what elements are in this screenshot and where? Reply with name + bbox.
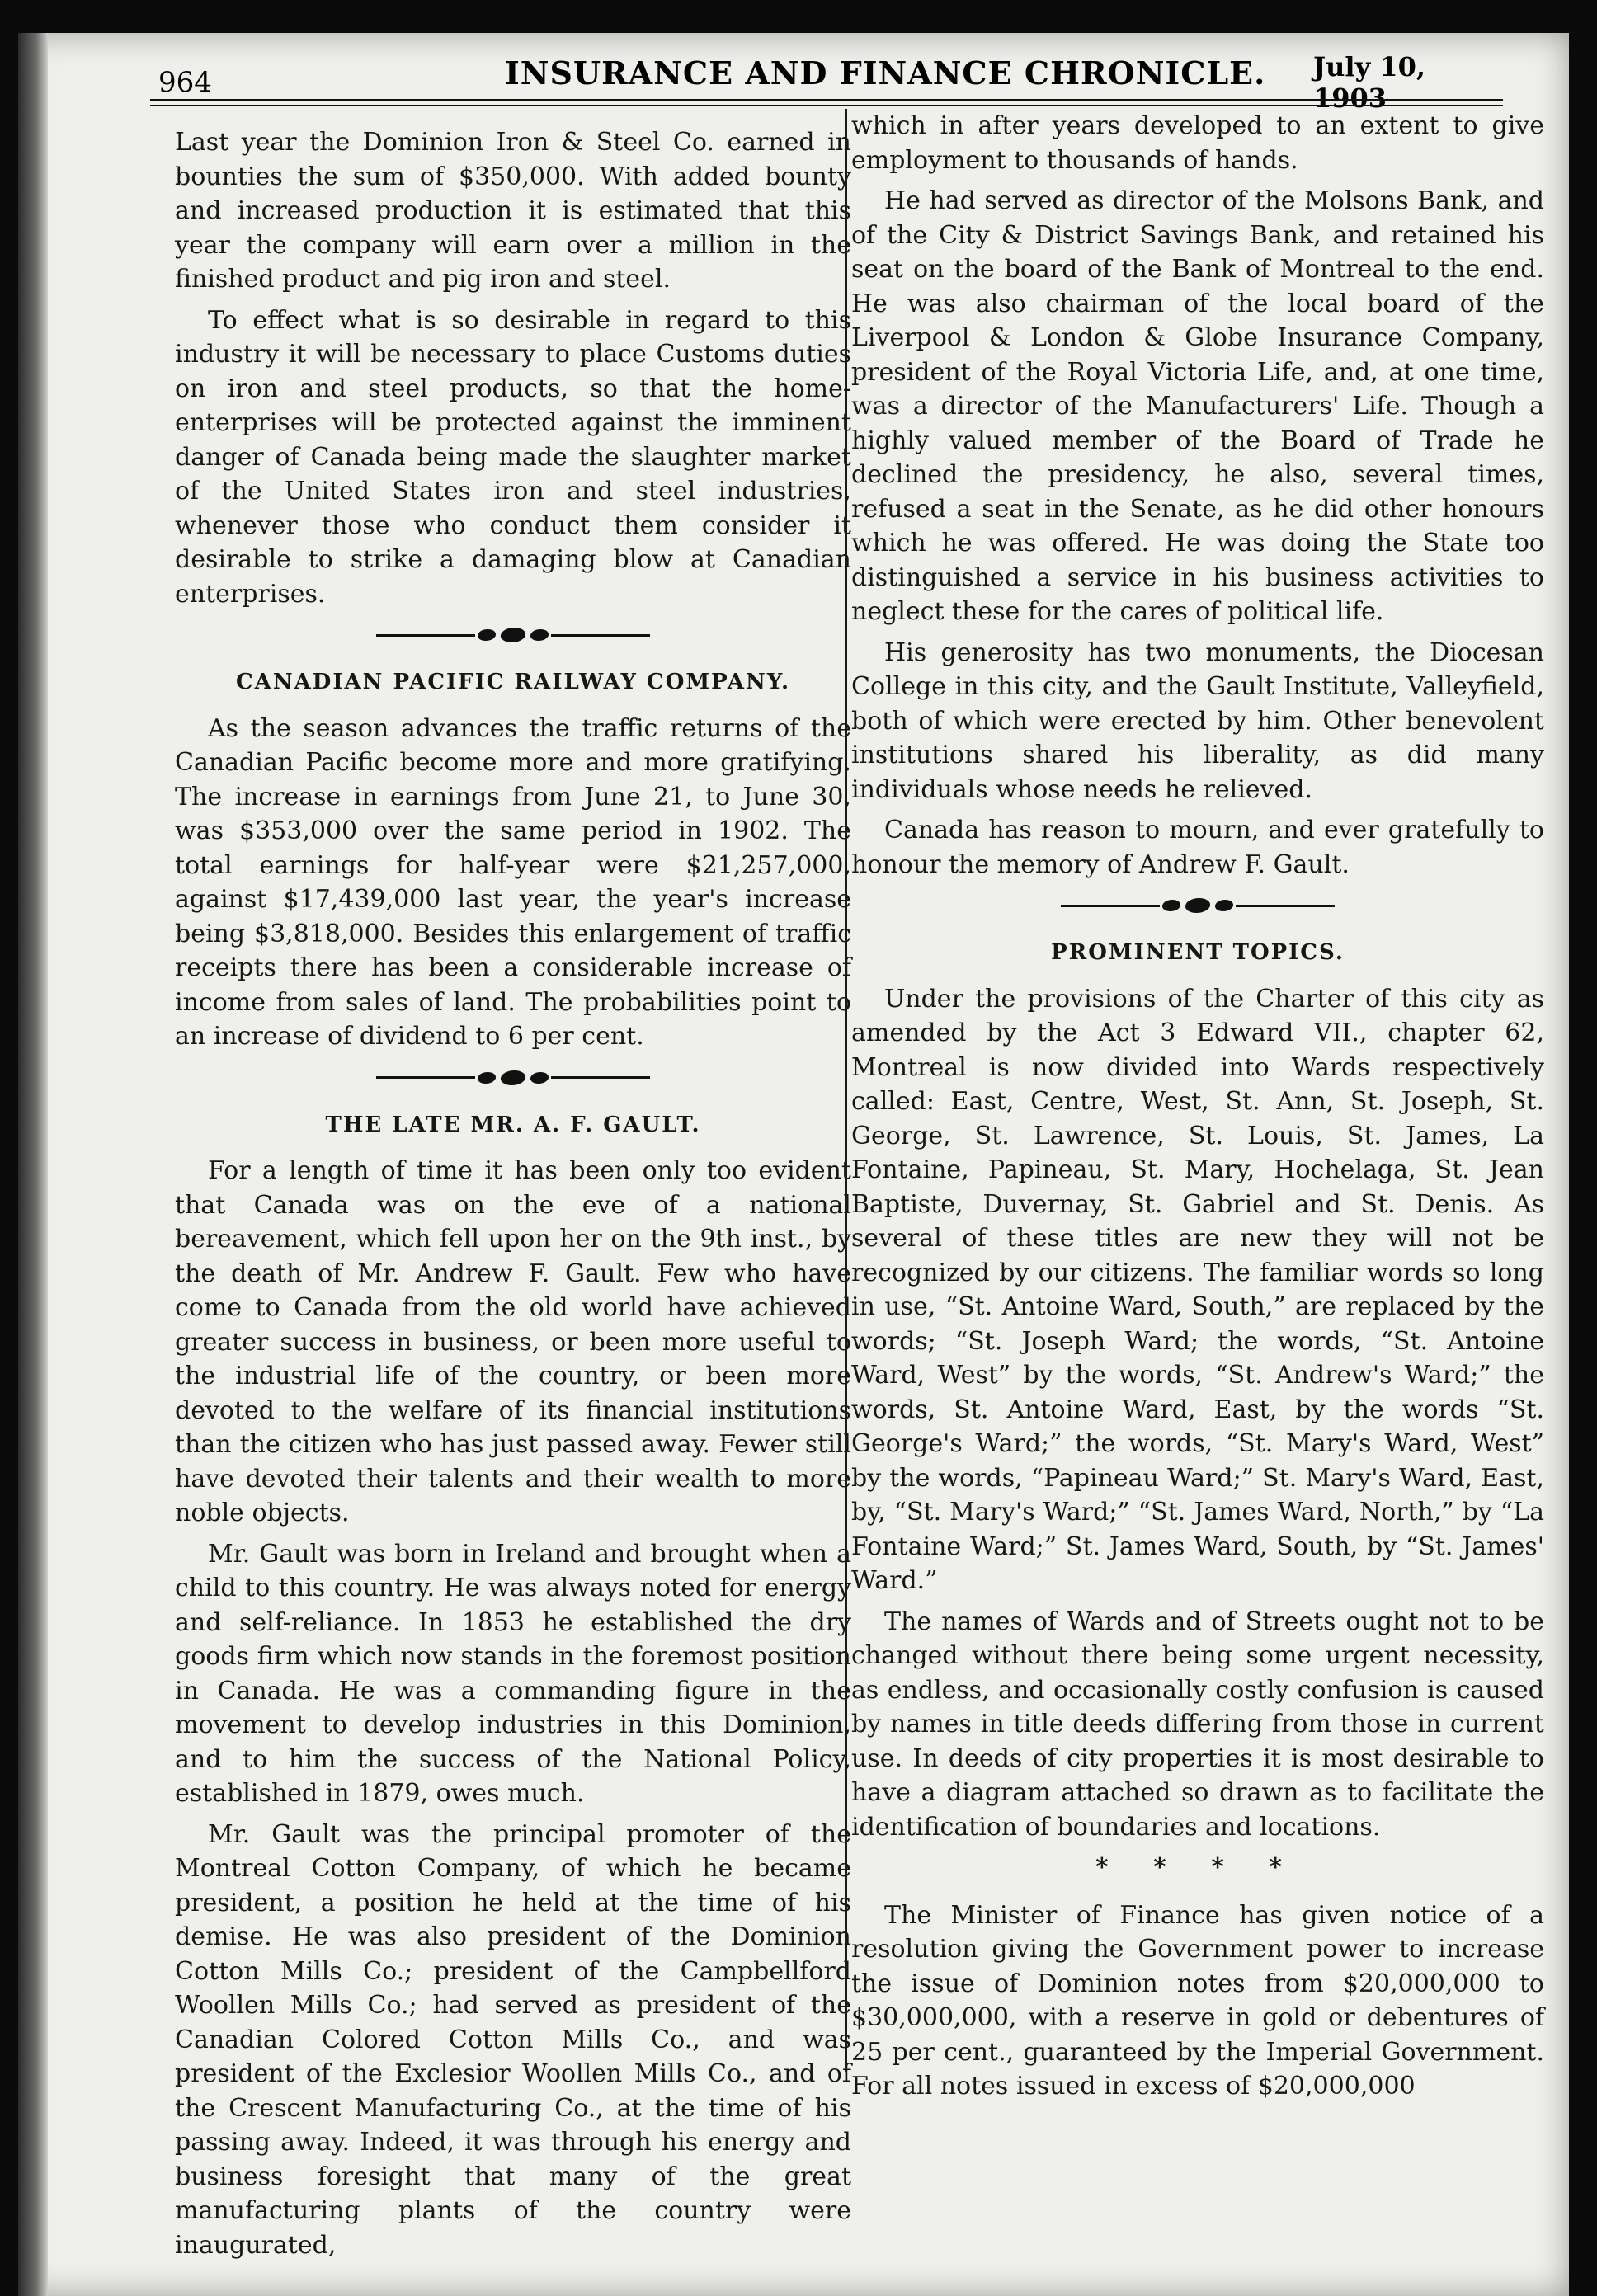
section-title-cpr: CANADIAN PACIFIC RAILWAY COMPANY. — [235, 670, 791, 694]
paragraph: The Minister of Finance has given notice of a resolution giving the Government power to increase the issue of Dominion notes from $20,000,000 to $30,000,000, with a reserve in gold or debentures of 25 per cent., guaranteed by the Imperial Government. For all notes issued in excess of $20,000,000 — [851, 1900, 1544, 2101]
paragraph: which in after years developed to an extent to give employment to thousands of hands. — [851, 111, 1544, 175]
page-number: 964 — [158, 66, 212, 99]
paragraph: For a length of time it has been only too evident that Canada was on the eve of a national bereavement, which fell upon her on the 9th inst., by the death of Mr. Andrew F. Gault. Few who have come to Canada from the old world have achieved greater success in business, or been more useful to the industrial life of the country, or been more devoted to the welfare of its financial institutions than the citizen who has just passed away. Fewer still have devoted their talents and their wealth to more noble objects. — [175, 1156, 851, 1527]
paragraph: He had served as director of the Molsons Bank, and of the City & District Savings Bank, and retained his seat on the board of the Bank of Montreal to the end. He was also chairman of the local board of the Liverpool & London & Globe Insurance Company, president of the Royal Victoria Life, and, at one time, was a director of the Manufacturers' Life. Though a highly valued member of the Board of Trade he declined the presidency, he also, several times, refused a seat in the Senate, as he did other honours which he was offered. He was doing the State too distinguished a service in his business activities to neglect these for the cares of political life. — [851, 186, 1544, 626]
paragraph: The names of Wards and of Streets ought not to be changed without there being some urgent necessity, as endless, and occasionally costly confusion is caused by names in title deeds differing from those in current use. In deeds of city properties it is most desirable to have a diagram attached so drawn as to facilitate the identification of boundaries and locations. — [851, 1607, 1544, 1842]
paragraph: As the season advances the traffic returns of the Canadian Pacific become more and more gratifying. The increase in earnings from June 21, to June 30, was $353,000 over the same period in 1902. The total earnings for half-year were $21,257,000, against $17,439,000 last year, the year's increase being $3,818,000. Besides this enlargement of traffic receipts there has been a considerable increase of income from sales of land. The probabilities point to an increase of dividend to 6 per cent. — [175, 713, 851, 1051]
paragraph: Mr. Gault was born in Ireland and brought when a child to this country. He was always noted for energy and self-reliance. In 1853 he established the dry goods firm which now stands in the foremost position in Canada. He was a commanding figure in the movement to develop industries in this Dominion, and to him the success of the National Policy, established in 1879, owes much. — [175, 1539, 851, 1808]
header-rule-thin — [150, 105, 1503, 106]
left-column — [175, 125, 851, 2269]
publication-title: INSURANCE AND FINANCE CHRONICLE. — [505, 54, 1266, 92]
asterisk-separator: * * * * — [1095, 1853, 1301, 1882]
paragraph: Under the provisions of the Charter of this city as amended by the Act 3 Edward VII., chapter 62, Montreal is now divided into Wards respectively called: East, Centre, West, St. Ann, St. Joseph, St. George, St. Lawrence, St. Louis, St. James, La Fontaine, Papineau, St. Mary, Hochelaga, St. Jean Baptiste, Duvernay, St. Gabriel and St. Denis. As several of these titles are new they will not be recognized by our citizens. The familiar words so long in use, “St. Antoine Ward, South,” are replaced by the words; “St. Joseph Ward; the words, “St. Antoine Ward, West” by the words, “St. Andrew's Ward;” the words, St. Antoine Ward, East, by the words “St. George's Ward;” the words, “St. Mary's Ward, West” by the words, “Papineau Ward;” St. Mary's Ward, East, by, “St. Mary's Ward;” “St. James Ward, North,” by “La Fontaine Ward;” St. James Ward, South, by “St. James' Ward.” — [851, 984, 1544, 1595]
newspaper-page — [18, 33, 1569, 2296]
issue-date: July 10, 1903 — [1313, 51, 1425, 114]
page-header — [142, 51, 1495, 114]
right-column — [851, 109, 1544, 2110]
paragraph: Last year the Dominion Iron & Steel Co. earned in bounties the sum of $350,000. With added bounty and increased production it is estimated that this year the company will earn over a million in the finished product and pig iron and steel. — [175, 128, 851, 294]
section-divider-ornament — [175, 1070, 851, 1085]
paragraph: To effect what is so desirable in regard to this industry it will be necessary to place Customs duties on iron and steel products, so that the home-enterprises will be protected against the imminent danger of Canada being made the slaughter market of the United States iron and steel industries, whenever those who conduct them consider it desirable to strike a damaging blow at Canadian enterprises. — [175, 305, 851, 609]
column-divider — [845, 109, 847, 2072]
paragraph: Mr. Gault was the principal promoter of the Montreal Cotton Company, of which he became president, a position he held at the time of his demise. He was also president of the Dominion Cotton Mills Co.; president of the Campbellford Woollen Mills Co.; had served as president of the Canadian Colored Cotton Mills Co., and was president of the Exclesior Woollen Mills Co., and of the Crescent Manufacturing Co., at the time of his passing away. Indeed, it was through his energy and business foresight that many of the great manufacturing plants of the country were inaugurated, — [175, 1819, 851, 2260]
section-divider-ornament — [851, 898, 1544, 913]
section-title-topics: PROMINENT TOPICS. — [1051, 940, 1345, 965]
section-divider-ornament — [175, 628, 851, 642]
section-title-gault: THE LATE MR. A. F. GAULT. — [325, 1112, 701, 1137]
paragraph: Canada has reason to mourn, and ever gratefully to honour the memory of Andrew F. Gault. — [851, 816, 1544, 879]
paragraph: His generosity has two monuments, the Diocesan College in this city, and the Gault Institute, Valleyfield, both of which were erected by him. Other benevolent institutions shared his liberality, as did many individuals whose needs he relieved. — [851, 638, 1544, 804]
book-spine-shadow — [18, 33, 48, 2296]
header-rule — [150, 99, 1503, 101]
